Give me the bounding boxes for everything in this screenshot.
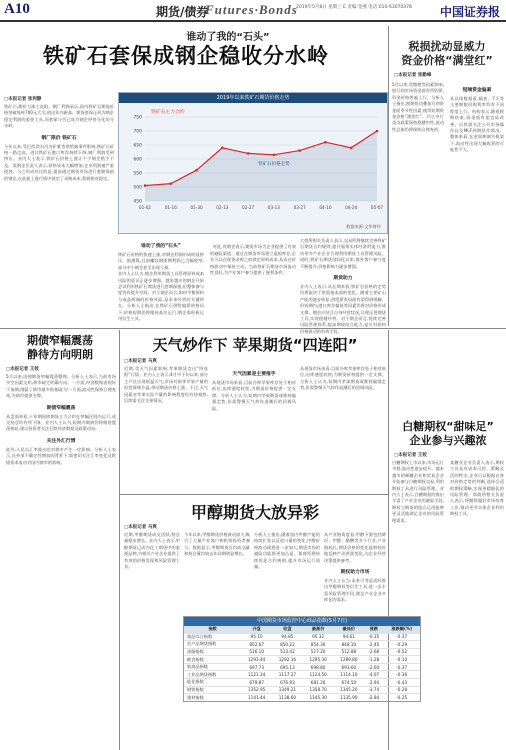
sugar-col-a: 白糖期权上市以来,市场运行平稳,流动性逐步提升。越来越多的制糖企业和贸易企业开始参与白糖期权交易,利用期权工具进行风险管理。业内人士表示,白糖期权的推出丰富了产业企业的避险手段,期权与期货的组合运用能够更灵活地满足企业的风险管理需求。 (392, 460, 444, 523)
data-point (298, 149, 301, 152)
table-cell: 1289.80 (333, 656, 364, 664)
table-cell: 516.10 (241, 648, 272, 656)
table-cell: 693.60 (333, 663, 364, 671)
commodity-index-table (183, 616, 421, 702)
apple-col-3: 从现货市场来看,目前冷库苹果库存处于相对低位,出库速度较快,为期货价格提供一定支撑。分析人士认为,短期内苹果期货或维持偏强走势,但需警惕天气炒作退潮后的回调风险。 (300, 366, 386, 391)
price-chart (118, 92, 388, 234)
table-cell: 94.85 (272, 633, 303, 641)
table-cell: -0.37 (383, 663, 420, 671)
table-title: 中国期货市场监控中心商品指数(5月7日) (184, 617, 420, 626)
table-cell: 94.61 (333, 633, 364, 641)
table-cell: 681.20 (303, 679, 334, 687)
table-cell: 1292.16 (272, 656, 303, 664)
table-cell: 1145.30 (303, 694, 334, 702)
table-header-cell: 指数 (184, 626, 241, 633)
table-cell: 1358.70 (303, 686, 334, 694)
y-tick-label: 550 (133, 171, 142, 177)
column-divider (119, 330, 120, 750)
table-cell: -0.28 (383, 686, 420, 694)
table-header-cell: 收盘 (272, 626, 303, 633)
x-tick-label: 04-10 (319, 205, 332, 210)
table-cell: -2.94 (364, 679, 383, 687)
table-cell: 676.93 (272, 679, 303, 687)
x-tick-label: 03-13 (267, 205, 280, 210)
apple-col-1: 近期,受天气因素影响,苹果期货走出“四连阳”行情。业内人士表示,4月中下旬以来,部分主产区出现低温天气,市场对新季苹果产量的担忧情绪升温,带动期货价格上涨。不过,天气因素对苹果实际产量的影响程度仍有待观察,后续需关注坐果情况。 (124, 366, 208, 404)
right-top-headline: 税损扰动显威力 资金价格“满堂红” (401, 40, 493, 67)
table-cell: 695.13 (272, 663, 303, 671)
page-number: A10 (4, 1, 30, 17)
methanol-col-1: 近期,甲醇期货成交活跃,持仓量稳步增长。业内人士表示,甲醇期货已成为化工期货中的重要品种,为相关产业企业提供了有效的价格发现和风险管理工具。 (124, 532, 180, 570)
newspaper-logo: 中国证券报 (440, 5, 501, 19)
data-point (273, 154, 276, 157)
table-cell: 1141.44 (241, 694, 272, 702)
table-cell: -2.45 (364, 641, 383, 649)
right-top-col-a: 5月以来,受缴税等因素影响,银行间市场资金面有所收紧,资金价格普遍上行。分析人士指出,税期扰动叠加月初资金面季节性因素,使得短期资金价格“满堂红”。不过,央行货币政策保持稳健中性,流动性总体仍将保持合理充裕。 (392, 82, 444, 132)
bottom-left-col: 5月以来,国债期货窄幅震荡整理。分析人士表示,当前市场多空因素交织,债市缺乏明确方向。一方面,经济数据表现好于预期,削弱了债市做多的基础;另一方面,流动性保持合理充裕,为债市提供支撑。 期债窄幅震荡 从盘面来看,十年期国债期货主力合约在窄幅区间内运行,成交持仓均有所下降。业内人士认为,短期内期债仍将维持震荡格局,建议投资者关注后续经济数据及政策动向。 关注外汇行情 此外,人民币汇率波动也对债市产生一定影响。分析人士表示,在外部不确定性增加的背景下,需密切关注汇率变化及跨境资本流动对国内债市的影响。 (6, 374, 116, 465)
chart-svg (119, 103, 387, 223)
table-cell: 1345.20 (333, 686, 364, 694)
table-cell: 建材指数 (184, 694, 241, 702)
table-cell: 517.20 (303, 648, 334, 656)
table-cell: 698.80 (303, 663, 334, 671)
table-cell: 513.42 (272, 648, 303, 656)
lead-byline: □本报记者 张利静 (4, 97, 42, 102)
section-name: 期货/债券 (156, 5, 209, 19)
y-tick-label: 600 (133, 157, 142, 163)
table-cell: 697.73 (241, 663, 272, 671)
right-top-byline: □本报记者 张勤峰 (394, 73, 432, 78)
table-cell: 工业品期货指数 (184, 671, 241, 679)
x-tick-label: 04-24 (345, 205, 358, 210)
sugar-headline: 白糖期权“甜味足” 企业参与兴趣浓 (402, 420, 494, 447)
right-top-col-b-wrap (450, 82, 504, 324)
data-point (350, 147, 353, 150)
y-tick-label: 450 (133, 199, 142, 205)
table-cell: 农产品期货指数 (184, 641, 241, 649)
methanol-col-4: 从产业链角度看,甲醇下游包括烯烃、甲醛、醋酸等多个行业,产业链较长,期货价格的变化能够较好地反映产业供需变化,为企业经营决策提供参考。 期权助力市场 业内人士认为,未来可考虑适时推出甲醇期权等衍生工具,进一步丰富风险管理手段,满足产业企业多样化的需求。 (324, 532, 386, 603)
table-cell: -2.68 (364, 648, 383, 656)
table-cell: 商品综合指数 (184, 633, 241, 641)
table-row (184, 663, 420, 671)
methanol-col-3: 分析人士指出,随着国内甲醇产能的持续扩张以及进口量的变化,甲醇价格波动或将进一步加大,期货市场的避险功能将更加凸显。郑商所将持续优化合约规则,提升市场运行质量。 (254, 532, 320, 570)
sugar-byline: □本报记者 王姣 (394, 453, 427, 458)
table-cell: 1295.30 (303, 656, 334, 664)
table-header-cell: 涨跌 (364, 626, 383, 633)
data-point (169, 182, 172, 185)
table-cell: -1.28 (364, 656, 383, 664)
table-cell: -0.37 (383, 633, 420, 641)
table-row (184, 686, 420, 694)
table-cell: -0.35 (364, 633, 383, 641)
chart-source: 数据来源:文华财经 (346, 224, 381, 229)
lead-kicker: 谁动了我的“石头” (186, 32, 270, 43)
table-cell: 848.10 (333, 641, 364, 649)
date-line: 2019年5月8日 星期三 E 责编:金燕 电话:010-63070378 (296, 5, 412, 10)
table-cell: -0.52 (383, 648, 420, 656)
apple-byline: □本报记者 马爽 (124, 359, 157, 364)
table-cell: -0.36 (383, 671, 420, 679)
table-cell: 粮食指数 (184, 656, 241, 664)
table-cell: 679.87 (241, 679, 272, 687)
data-point (221, 147, 224, 150)
y-tick-label: 750 (133, 115, 142, 121)
table-cell: 512.88 (333, 648, 364, 656)
table-cell: 1352.95 (241, 686, 272, 694)
table-cell: 1293.44 (241, 656, 272, 664)
table-cell: 1121.34 (241, 671, 272, 679)
methanol-col-2: 今年以来,甲醇期货价格波动加大,吸引了大量产业客户和机构投资者参与。数据显示,甲醇期货日均成交量和持仓量均较去年同期明显增长。 (184, 532, 250, 557)
x-tick-label: 01-30 (190, 205, 203, 210)
lead-col-4: 大商所相关负责人表示,交易所将继续完善铁矿石期货合约规则,提升服务实体经济的能力,推动更多产业企业合理利用期货工具管理风险。同时,铁矿石期货国际化以来,境外客户参与度不断提升,价格影响力逐步增强。 期货助力 业内人士表示,从长期来看,铁矿石价格的走势仍将取决于供需基本面的变化。随着主要矿山产能的逐步恢复,供给紧张局面有望得到缓解。但短期内,港口库存偏低等因素仍将对价格形成支撑。钢企应结合自身经营状况,合理运用期货工具,实现稳健经营。对于钢企而言,持续完善风险管理体系,提高期现结合能力,是应对原料价格波动的有效手段。 (300, 238, 386, 334)
methanol-headline: 甲醇期货大放异彩 (190, 503, 319, 522)
table-cell: 1114.10 (333, 671, 364, 679)
sugar-col-b: 某糖业企业负责人表示,期权工具具有成本可控、策略灵活的特点,企业可以根据自身对价格走势的判断,选择合适的期权策略,实现更精细化的风险管理。郑商所相关负责人表示,将继续做好市场培育工作,推动更多实体企业利用期权工具。 (450, 460, 504, 517)
table-row (184, 694, 420, 702)
table-cell: 854.30 (303, 641, 334, 649)
apple-col-2: 天气因素是主要推手 从现货市场来看,目前冷库苹果库存处于相对低位,出库速度较快,为期货价格提供一定支撑。分析人士认为,短期内苹果期货或维持偏强走势,但需警惕天气炒作退潮后的回调风险。 (212, 372, 296, 411)
table-cell: -2.84 (364, 694, 383, 702)
x-tick-label: 02-27 (242, 205, 255, 210)
table-body (184, 633, 420, 701)
x-tick-label: 01-16 (164, 205, 177, 210)
table-cell: 95.32 (303, 633, 334, 641)
table-cell: 674.50 (333, 679, 364, 687)
table-row (184, 679, 420, 687)
table-cell: 1349.21 (272, 686, 303, 694)
data-point (324, 141, 327, 144)
table-row (184, 633, 420, 641)
table-cell: 850.22 (272, 641, 303, 649)
table-cell: 852.67 (241, 641, 272, 649)
right-top-col-b: 从具体数据看,隔夜、7天等主要期限回购利率均有不同程度上行。机构表示,随着税期结束,资金面有望边际改善。后续需关注公开市场操作以及MLF到期续作情况。整体来看,在逆周期调节框架下,流动性出现大幅收紧的可能性不大。 (450, 96, 504, 153)
table-cell: 95.10 (241, 633, 272, 641)
table-cell: 能化指数 (184, 679, 241, 687)
table-cell: -4.07 (364, 671, 383, 679)
lead-headline: 铁矿石套保成钢企稳收分水岭 (43, 44, 329, 68)
table-cell: -0.43 (383, 679, 420, 687)
table-row (184, 641, 420, 649)
table-header-cell: 开盘 (241, 626, 272, 633)
data-point (247, 152, 250, 155)
bottom-left-headline: 期债窄幅震荡 静待方向明朗 (27, 334, 93, 361)
table-row (184, 656, 420, 664)
table-cell: 1138.60 (272, 694, 303, 702)
column-divider (388, 26, 389, 326)
legend-label: 铁矿石主力合约 (151, 110, 185, 115)
methanol-byline: □本报记者 马爽 (124, 525, 157, 530)
table-cell: 钢铁指数 (184, 686, 241, 694)
table-header-row (184, 626, 420, 633)
apple-headline: 天气炒作下 苹果期货“四连阳” (152, 336, 358, 354)
table-header-cell: 最低价 (333, 626, 364, 633)
table-cell: -2.60 (364, 663, 383, 671)
x-tick-label: 05-07 (370, 205, 384, 210)
table-header-cell: 涨跌幅(%) (383, 626, 420, 633)
section-name-en: Futures·Bonds (205, 2, 298, 17)
data-point (144, 184, 147, 187)
data-point (376, 130, 379, 133)
right-top-note: 短端资金偏紧 (462, 88, 492, 93)
y-tick-label: 650 (133, 143, 142, 149)
section-divider (120, 494, 388, 495)
table-header-cell: 最高价 (303, 626, 334, 633)
lead-col-2: 谁动了我的“石头” 铁矿石价格的快速上涨,对钢企利润形成明显挤压。据测算,目前螺纹钢即期利润已大幅收窄,部分中小钢企甚至出现亏损。 业内人士认为,钢企利用期货工具管理原料成本风险的意识正逐步增强。越来越多的钢企开始尝试利用铁矿石期货进行套期保值,但整体参与度仍有提升空间。对于钢企而言,如何平衡原料与成品两端的价格风险,是未来经营的关键所在。分析人士指出,在铁矿石供给偏紧的格局下,价格短期仍将维持高位运行,钢企需积极运用衍生工具。 (118, 244, 204, 322)
table-row (184, 671, 420, 679)
table-cell: -0.29 (383, 641, 420, 649)
table-cell: 软商品指数 (184, 663, 241, 671)
data-point (195, 169, 198, 172)
lead-col-1: 铁矿石,期价大涨七连阳。钢厂利润承压,国内铁矿石期货价格突破每吨700元大关,创出年内新高。期货套保正成为钢企稳定利润的重要工具,而套保与否已成为钢企经营分化的分水岭。 钢厂限价 铁矿石 今年以来,受巴西淡水河谷矿难等供给端事件影响,铁矿石价格一路走高。进口铁矿石港口库存持续下降,钢厂利润受到挤压。业内人士表示,铁矿石价格上涨让不少钢企措手不及。某钢企负责人表示,原料成本大幅增加,企业利润被严重侵蚀。与之形成对比的是,提前通过期货市场进行套期保值的钢企,在此轮上涨行情中锁定了采购成本,利润相对稳定。 (4, 104, 114, 181)
table-cell: 1117.27 (272, 671, 303, 679)
table-cell: -3.74 (364, 686, 383, 694)
x-tick-label: 03-27 (293, 205, 306, 210)
table-cell: 1124.50 (303, 671, 334, 679)
table-row (184, 648, 420, 656)
table-cell: -0.10 (383, 656, 420, 664)
lead-col-3: 对此,有钢企表示,期货市场为企业提供了有效的避险渠道。通过在期货市场建立虚拟库存,企业可以在现货采购之前锁定原料成本,从而在价格波动中保持主动。当前铁矿石期货市场流动性良好,为产业客户参与提供了便利条件。 (210, 244, 296, 276)
section-divider (0, 328, 506, 329)
x-tick-label: 02-13 (216, 205, 229, 210)
bottom-left-byline: □本报记者 王姣 (6, 367, 39, 372)
x-tick-label: 01-02 (138, 205, 152, 210)
table-cell: -0.25 (383, 694, 420, 702)
page-header (0, 0, 506, 22)
table-cell: 1135.90 (333, 694, 364, 702)
y-tick-label: 700 (133, 129, 142, 135)
y-tick-label: 500 (133, 185, 142, 191)
chart-title: 2019年以来铁矿石期货价格走势 (119, 93, 387, 103)
chart-annotation: 铁矿石价格走势 (258, 161, 290, 167)
table-cell: 油脂指数 (184, 648, 241, 656)
